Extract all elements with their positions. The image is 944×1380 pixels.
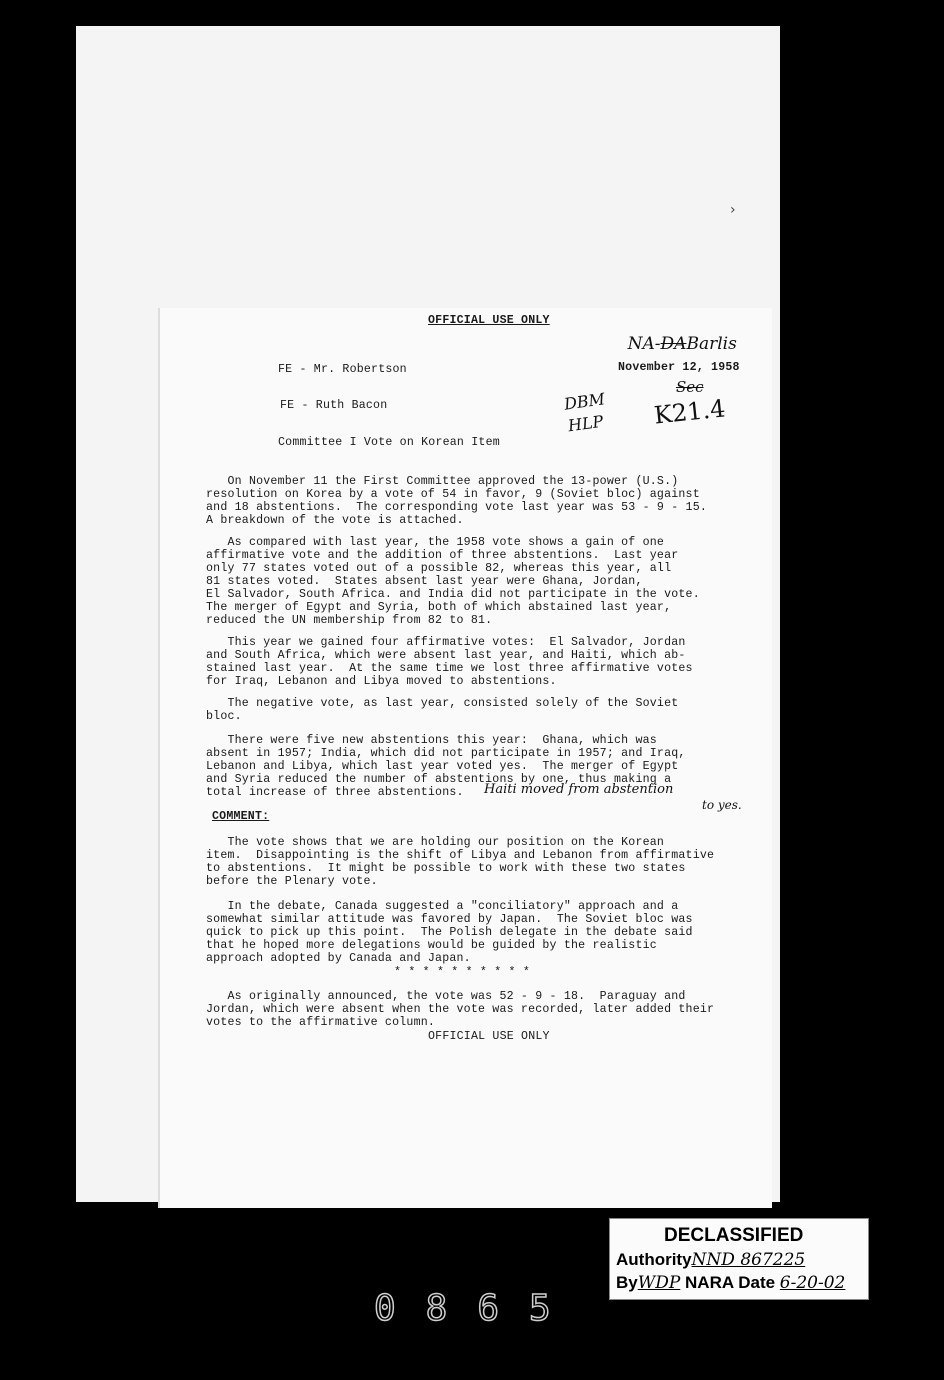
file-number-handwriting: K21.4	[652, 394, 727, 430]
paragraph-line: This year we gained four affirmative votes: El Salvador, Jordan	[206, 636, 686, 649]
frame-number: 0865	[374, 1288, 581, 1329]
memo-date: November 12, 1958	[618, 361, 740, 374]
paragraph-line: A breakdown of the vote is attached.	[206, 514, 464, 527]
memo-subject: Committee I Vote on Korean Item	[278, 436, 500, 449]
margin-note-handwriting: to yes.	[702, 798, 742, 812]
paragraph-line: before the Plenary vote.	[206, 875, 378, 888]
paragraph-line: to abstentions. It might be possible to work with these two states	[206, 862, 686, 875]
declassified-stamp	[609, 1218, 869, 1300]
stamp-by-date: ByWDP NARA Date 6-20-02	[616, 1273, 846, 1293]
paragraph-line: and Syria reduced the number of abstentions by one, thus making a	[206, 773, 672, 786]
memo-to: FE - Mr. Robertson	[278, 363, 407, 376]
file-handwriting-struck: Sec	[676, 378, 704, 396]
paragraph-line: In the debate, Canada suggested a "conciliatory" approach and a	[206, 900, 679, 913]
paragraph-line: resolution on Korea by a vote of 54 in favor, 9 (Soviet bloc) against	[206, 488, 700, 501]
routing-handwriting: NA-DABarlis	[627, 334, 737, 354]
stray-mark: ›	[730, 202, 736, 218]
classification-bottom: OFFICIAL USE ONLY	[428, 1030, 550, 1043]
paragraph-line: bloc.	[206, 710, 242, 723]
paragraph-line: As compared with last year, the 1958 vote shows a gain of one	[206, 536, 665, 549]
paragraph-line: There were five new abstentions this year: Ghana, which was	[206, 734, 657, 747]
paragraph-line: and 18 abstentions. The corresponding vote last year was 53 - 9 - 15.	[206, 501, 708, 514]
separator-asterisks: * * * * * * * * * *	[394, 966, 530, 979]
initials-handwriting-2: HLP	[566, 411, 605, 436]
memo-from: FE - Ruth Bacon	[280, 399, 388, 412]
stamp-authority: AuthorityNND 867225	[616, 1250, 806, 1270]
paragraph-line: quick to pick up this point. The Polish delegate in the debate said	[206, 926, 693, 939]
paragraph-line: 81 states voted. States absent last year were Ghana, Jordan,	[206, 575, 643, 588]
stamp-title: DECLASSIFIED	[664, 1225, 804, 1246]
classification-top: OFFICIAL USE ONLY	[428, 314, 550, 327]
paragraph-line: affirmative vote and the addition of three abstentions. Last year	[206, 549, 679, 562]
initials-handwriting-1: DBM	[562, 389, 607, 414]
paragraph-line: for Iraq, Lebanon and Libya moved to abstentions.	[206, 675, 557, 688]
paragraph-line: Jordan, which were absent when the vote was recorded, later added their	[206, 1003, 715, 1016]
paragraph-line: El Salvador, South Africa. and India did not participate in the vote.	[206, 588, 700, 601]
paragraph-line: As originally announced, the vote was 52 - 9 - 18. Paraguay and	[206, 990, 686, 1003]
comment-label: COMMENT:	[212, 810, 270, 823]
paragraph-line: that he hoped more delegations would be guided by the realistic	[206, 939, 657, 952]
margin-note-handwriting: Haiti moved from abstention	[484, 782, 674, 797]
paragraph-line: only 77 states voted out of a possible 82, whereas this year, all	[206, 562, 672, 575]
paragraph-line: total increase of three abstentions.	[206, 786, 464, 799]
paragraph-line: The negative vote, as last year, consisted solely of the Soviet	[206, 697, 679, 710]
paragraph-line: votes to the affirmative column.	[206, 1016, 436, 1029]
paragraph-line: Lebanon and Libya, which last year voted yes. The merger of Egypt	[206, 760, 679, 773]
paragraph-line: stained last year. At the same time we lost three affirmative votes	[206, 662, 693, 675]
paragraph-line: The merger of Egypt and Syria, both of which abstained last year,	[206, 601, 672, 614]
paragraph-line: and South Africa, which were absent last year, and Haiti, which ab-	[206, 649, 686, 662]
paragraph-line: approach adopted by Canada and Japan.	[206, 952, 471, 965]
paragraph-line: somewhat similar attitude was favored by Japan. The Soviet bloc was	[206, 913, 693, 926]
paragraph-line: absent in 1957; India, which did not participate in 1957; and Iraq,	[206, 747, 686, 760]
paragraph-line: item. Disappointing is the shift of Libya and Lebanon from affirmative	[206, 849, 715, 862]
paragraph-line: On November 11 the First Committee approved the 13-power (U.S.)	[206, 475, 679, 488]
paragraph-line: The vote shows that we are holding our position on the Korean	[206, 836, 665, 849]
paragraph-line: reduced the UN membership from 82 to 81.	[206, 614, 493, 627]
